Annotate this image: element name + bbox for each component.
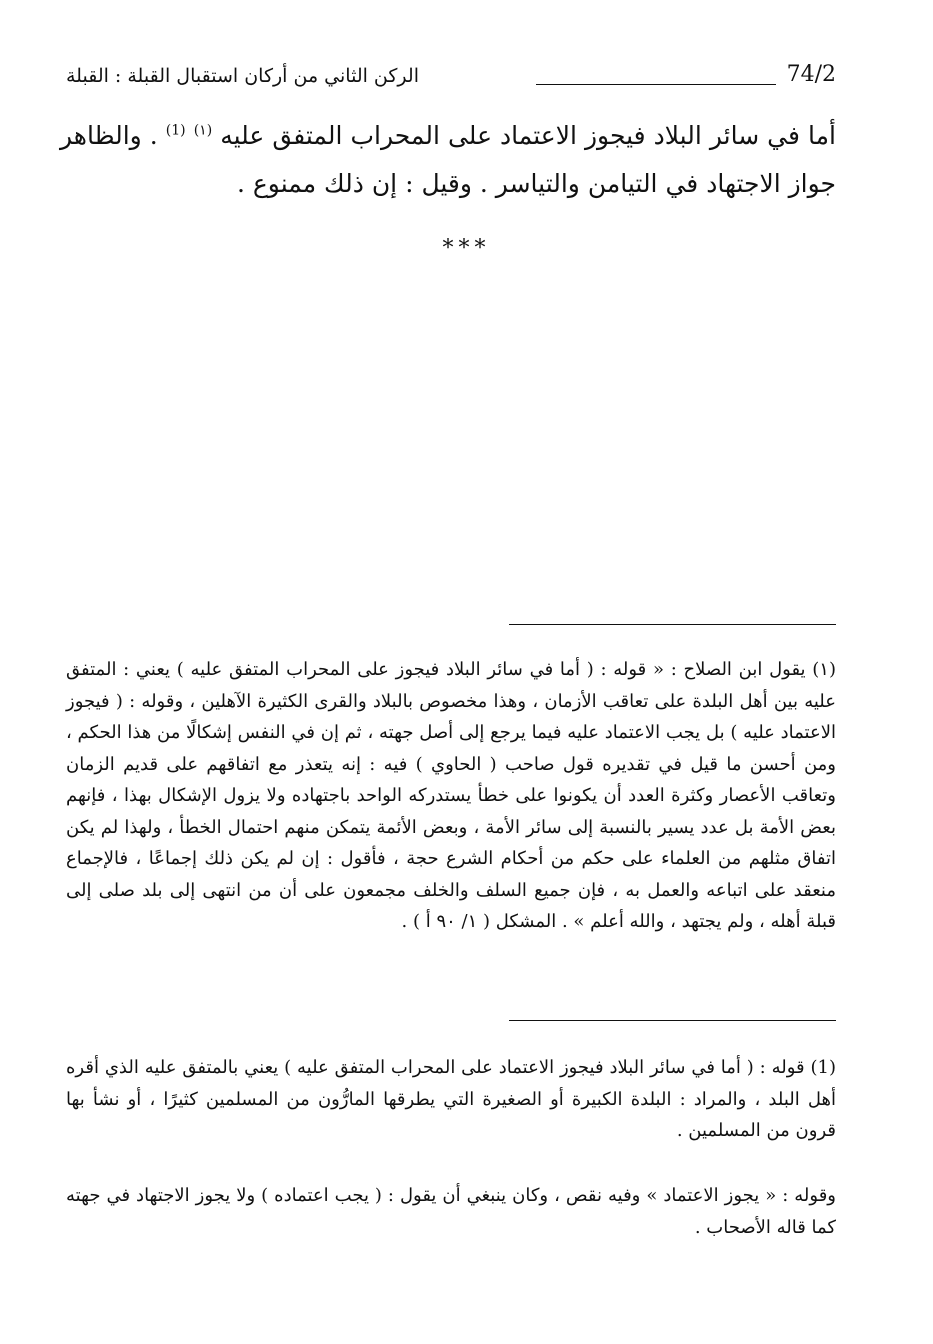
running-title: الركن الثاني من أركان استقبال القبلة : القبلة: [66, 65, 419, 87]
page-header: [66, 60, 836, 94]
footnote-ref-latin: (1): [165, 122, 186, 139]
section-separator: ***: [442, 236, 491, 261]
page-number: 74/2: [786, 62, 836, 87]
main-paragraph: [60, 112, 836, 208]
footnote-ref-arabic: (١): [193, 122, 213, 139]
footnote-ibn-salah: (١) يقول ابن الصلاح : « قوله : ( أما في سائر البلاد فيجوز على المحراب المتفق عليه ) يعني : المتفق عليه بين أهل البلدة على تعاقب الأزمان ، وهذا مخصوص بالبلاد والقرى الكثيرة الآهلين ، وقوله : ( فيجوز الاعتماد عليه ) بل يجب الاعتماد عليه فيما يرجع إلى أصل جهته ، ثم إن في النفس إشكالًا من هذا الحكم ، ومن أحسن ما قيل في تقديره قول صاحب ( الحاوي ) فيه : إنه يتعذر مع اتفاقهم على قديم الزمان وتعاقب الأعصار وكثرة العدد أن يكونوا على خطأ يستدركه الواحد باجتهاده ولا يزول الإشكال بهذا ، فإنهم بعض الأمة بل عدد يسير بالنسبة إلى سائر الأمة ، وبعض الأئمة يتمكن منهم احتمال الخطأ ، ولهذا لم يكن اتفاق مثلهم من العلماء على حكم من أحكام الشرع حجة ، فأقول : إن لم يكن ذلك إجماعًا ، فالإجماع منعقد على اتباعه والعمل به ، فإن جميع السلف والخلف مجمعون على أن من انتهى إلى بلد صلى إلى قبلة أهله ، ولم يجتهد ، والله أعلم » . المشكل ( ١/ ٩٠ أ ) .: [66, 659, 836, 932]
footnote-rule-first: [509, 624, 836, 625]
footnote-note-2: وقوله : « يجوز الاعتماد » وفيه نقص ، وكان ينبغي أن يقول : ( يجب اعتماده ) ولا يجوز الاجتهاد في جهته كما قاله الأصحاب .: [66, 1185, 836, 1238]
main-text-after-ref: . والظاهر جواز الاجتهاد في التيامن والتياسر . وقيل : إن ذلك ممنوع .: [60, 121, 836, 198]
header-rule: [536, 84, 776, 85]
main-text-before-ref: أما في سائر البلاد فيجوز الاعتماد على المحراب المتفق عليه: [220, 121, 836, 150]
footnote-note-1: (1) قوله : ( أما في سائر البلاد فيجوز الاعتماد على المحراب المتفق عليه ) يعني بالمتفق عليه الذي أقره أهل البلد ، والمراد : البلدة الكبيرة أو الصغيرة التي يطرقها المارُّون من المسلمين كثيرًا ، أو نشأ بها قرون من المسلمين .: [66, 1057, 836, 1141]
footnote-rule-second: [509, 1020, 836, 1021]
